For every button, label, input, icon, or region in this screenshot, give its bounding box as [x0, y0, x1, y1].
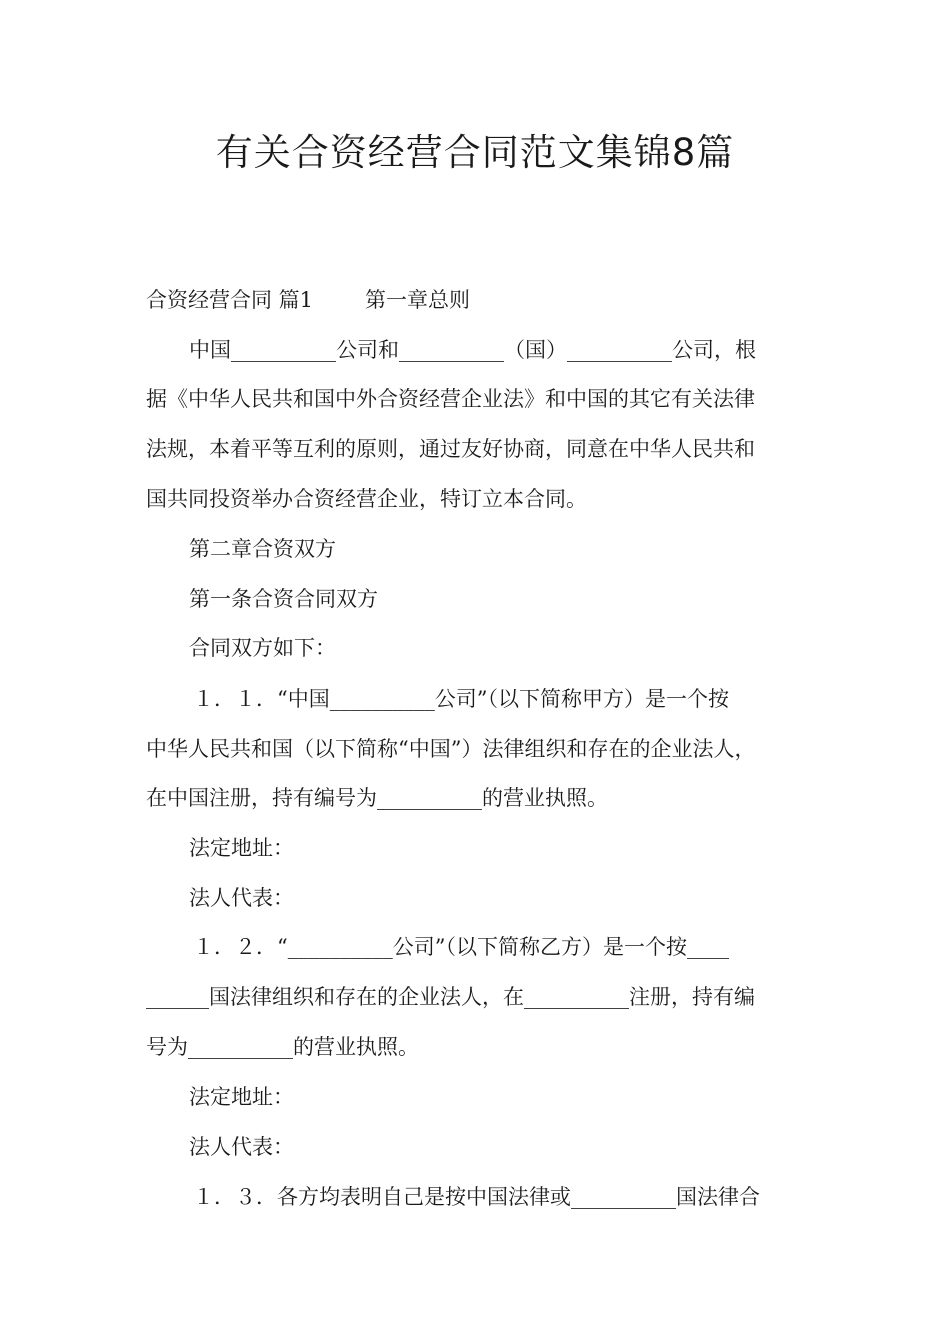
clause-line: １．２．“__________公司”（以下简称乙方）是一个按____	[193, 935, 729, 959]
clause-line: ______国法律组织和存在的企业法人，在__________注册，持有编	[146, 985, 755, 1009]
paragraph-line: 据《中华人民共和国中外合资经营企业法》和中国的其它有关法律	[146, 387, 755, 411]
page-title: 有关合资经营合同范文集锦8篇	[215, 131, 735, 174]
field-label-representative: 法人代表：	[189, 1135, 294, 1159]
clause-line: 号为__________的营业执照。	[146, 1035, 419, 1059]
paragraph-line: 法规，本着平等互利的原则，通过友好协商，同意在中华人民共和	[146, 437, 755, 461]
article-heading: 第一条合资合同双方	[189, 587, 378, 611]
chapter-heading: 第二章合资双方	[189, 537, 336, 561]
clause-line: 中华人民共和国（以下简称“中国”）法律组织和存在的企业法人，	[146, 737, 756, 761]
chapter-heading: 第一章总则	[365, 288, 471, 312]
field-label-address: 法定地址：	[189, 1085, 294, 1109]
paragraph-line: 国共同投资举办合资经营企业，特订立本合同。	[146, 487, 587, 511]
field-label-address: 法定地址：	[189, 836, 294, 860]
paragraph-line: 合同双方如下：	[189, 636, 336, 660]
article-label: 合资经营合同 篇1	[146, 288, 314, 312]
field-label-representative: 法人代表：	[189, 886, 294, 910]
section-heading-line	[146, 285, 470, 315]
clause-line: １．３．各方均表明自己是按中国法律或__________国法律合	[193, 1185, 760, 1209]
paragraph-line: 中国__________公司和__________（国）__________公司，根	[189, 338, 756, 362]
clause-line: １．１．“中国__________公司”（以下简称甲方）是一个按	[193, 687, 729, 711]
clause-line: 在中国注册，持有编号为__________的营业执照。	[146, 786, 608, 810]
